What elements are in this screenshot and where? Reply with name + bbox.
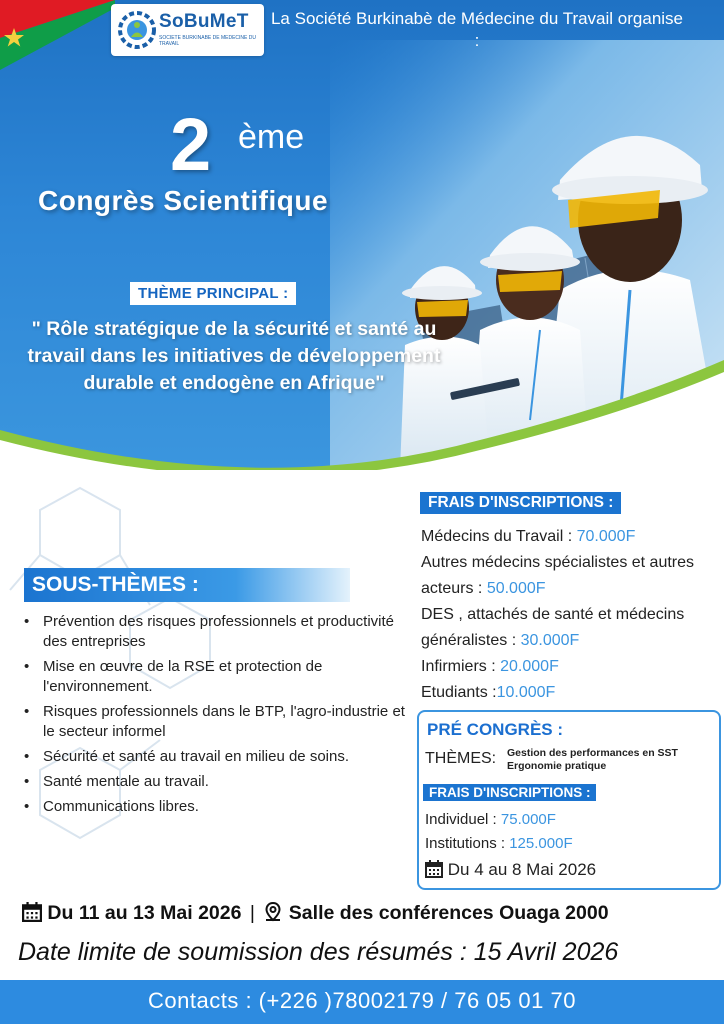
pre-themes-label: THÈMES: — [425, 750, 497, 767]
pre-frais-header: FRAIS D'INSCRIPTIONS : — [423, 784, 596, 801]
theme-text: " Rôle stratégique de la sécurité et santé au travail dans les initiatives de développement durable et endogène en Afrique" — [27, 318, 441, 394]
fee-label: Institutions : — [425, 835, 510, 852]
organizer-text: La Société Burkinabè de Médecine du Travail organise : — [270, 9, 684, 50]
pre-congres-title: PRÉ CONGRÈS : — [427, 720, 564, 739]
fee-price: 10.000F — [496, 684, 556, 701]
fee-label: Etudiants : — [421, 684, 497, 701]
list-item — [22, 797, 407, 817]
bullet-icon: • — [24, 773, 30, 790]
fee-price: 70.000F — [576, 528, 636, 545]
pre-theme-item: Ergonomie pratique — [507, 760, 607, 772]
event-info — [22, 902, 712, 925]
fee-price: 125.000F — [509, 835, 573, 852]
list-item — [22, 657, 407, 697]
sous-theme-text: Prévention des risques professionnels et productivité des entreprises — [43, 613, 395, 650]
sous-themes-title: SOUS-THÈMES : — [32, 573, 199, 596]
fee-row — [421, 654, 721, 680]
calendar-icon — [425, 860, 443, 878]
pre-congres-box — [417, 710, 721, 890]
pre-frais-list — [425, 808, 573, 856]
bullet-icon: • — [24, 658, 30, 675]
event-venue: Salle des conférences Ouaga 2000 — [288, 902, 609, 924]
sous-theme-text: Communications libres. — [43, 798, 199, 815]
logo-subtitle: SOCIETE BURKINABE DE MEDECINE DU TRAVAIL — [159, 35, 256, 47]
list-item — [22, 702, 407, 742]
contact-bar — [0, 980, 724, 1024]
pre-themes-list — [507, 747, 678, 773]
frais-list — [421, 524, 721, 706]
sous-themes-list — [22, 612, 407, 822]
sous-themes-header — [24, 568, 350, 602]
calendar-icon — [22, 902, 42, 922]
fee-label: DES , attachés de santé et médecins généralistes : — [421, 606, 685, 649]
sous-theme-text: Sécurité et santé au travail en milieu de soins. — [43, 748, 349, 765]
theme-badge: THÈME PRINCIPAL : — [130, 282, 296, 305]
pre-theme-item: Gestion des performances en SST — [507, 747, 678, 759]
fee-row — [421, 550, 721, 602]
contact-text: Contacts : (+226 )78002179 / 76 05 01 70 — [148, 988, 576, 1013]
sous-theme-text: Risques professionnels dans le BTP, l'agro-industrie et le secteur informel — [43, 703, 405, 740]
fee-label: Infirmiers : — [421, 658, 501, 675]
list-item — [22, 612, 407, 652]
burkina-flag-graphic — [0, 0, 115, 70]
edition-suffix: ème — [238, 118, 305, 156]
congress-title: Congrès Scientifique — [38, 185, 329, 216]
fee-row — [421, 680, 721, 706]
fee-row — [421, 524, 721, 550]
bullet-icon: • — [24, 748, 30, 765]
list-item — [22, 772, 407, 792]
logo-emblem-icon — [117, 10, 157, 50]
fee-label: Médecins du Travail : — [421, 528, 577, 545]
bullet-icon: • — [24, 613, 30, 630]
event-dates: Du 11 au 13 Mai 2026 — [47, 902, 242, 924]
fee-label: Individuel : — [425, 811, 501, 828]
location-pin-icon — [263, 902, 283, 922]
event-separator: | — [249, 902, 255, 924]
sous-theme-text: Mise en œuvre de la RSE et protection de l'environnement. — [43, 658, 323, 695]
bullet-icon: • — [24, 703, 30, 720]
fee-label: Autres médecins spécialistes et autres acteurs : — [421, 554, 695, 597]
sobumet-logo — [111, 4, 264, 56]
fee-row — [425, 808, 573, 832]
fee-price: 75.000F — [500, 811, 556, 828]
submission-deadline: Date limite de soumission des résumés : 15 Avril 2026 — [18, 938, 619, 966]
fee-row — [421, 602, 721, 654]
fee-price: 30.000F — [520, 632, 580, 649]
bullet-icon: • — [24, 798, 30, 815]
list-item — [22, 747, 407, 767]
logo-name: SoBuMeT — [159, 11, 249, 32]
pre-congres-date-text: Du 4 au 8 Mai 2026 — [447, 860, 597, 879]
hero-wave-divider — [0, 360, 724, 470]
edition-number: 2 — [170, 103, 212, 186]
fee-price: 20.000F — [500, 658, 559, 675]
frais-header: FRAIS D'INSCRIPTIONS : — [420, 492, 621, 514]
sous-theme-text: Santé mentale au travail. — [43, 773, 209, 790]
hero-banner — [0, 0, 724, 470]
pre-congres-date — [425, 860, 596, 880]
fee-price: 50.000F — [486, 580, 546, 597]
fee-row — [425, 832, 573, 856]
